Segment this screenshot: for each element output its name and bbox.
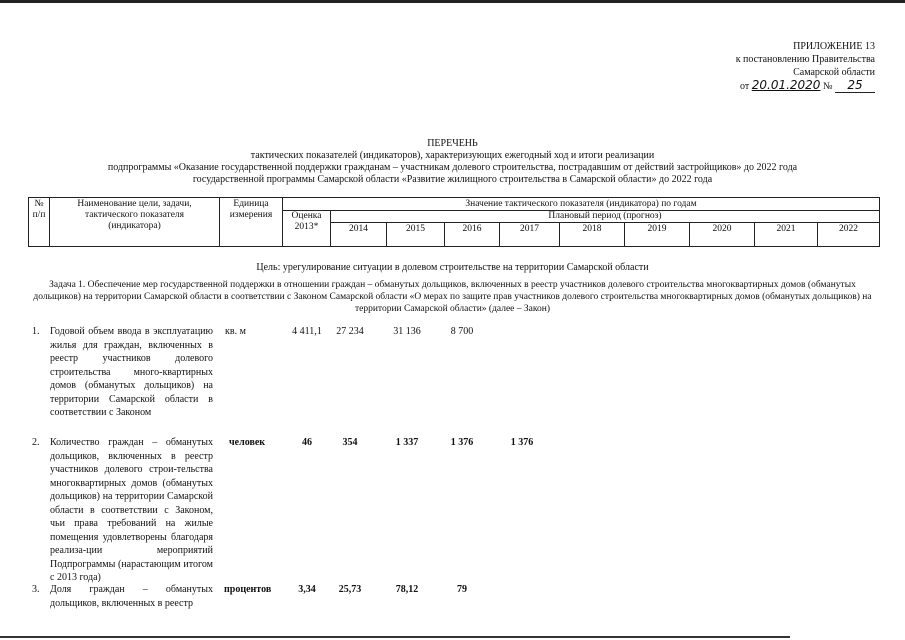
row-value: 8 700 <box>450 326 474 337</box>
row-value: 1 337 <box>395 437 419 448</box>
row-value: 31 136 <box>393 326 421 337</box>
row-indicator-name: Годовой объем ввода в эксплуатацию жилья для граждан, включенных в реестр участников долевого строительства много-квартирных домов (обманутых дольщиков) на территории Самарской области в соответствии с Законом <box>50 326 213 418</box>
row-value: 1 376 <box>510 437 534 448</box>
row-unit: процентов <box>224 584 272 595</box>
row-value: 46 <box>302 437 312 448</box>
row-number: 2. <box>32 437 40 448</box>
header-year: 2021 <box>776 224 796 234</box>
top-border <box>0 0 905 3</box>
header-unit: Единица измерения <box>229 199 273 220</box>
row-value: 354 <box>342 437 358 448</box>
row-number: 3. <box>32 584 40 595</box>
appendix-block <box>700 40 875 93</box>
header-value-group: Значение тактического показателя (индикатора) по годам <box>465 199 697 209</box>
header-year: 2019 <box>647 224 667 234</box>
header-num: № п/п <box>32 199 46 220</box>
row-unit: кв. м <box>225 326 246 337</box>
row-value: 78,12 <box>395 584 419 595</box>
number-prefix: № <box>822 81 833 92</box>
header-estimate: Оценка 2013* <box>291 211 322 232</box>
row-unit: человек <box>229 437 266 448</box>
header-plan-group: Плановый период (прогноз) <box>548 211 662 221</box>
header-year: 2016 <box>462 224 482 234</box>
row-value: 79 <box>457 584 467 595</box>
header-name: Наименование цели, задачи, тактического показателя (индикатора) <box>77 199 192 231</box>
date-prefix: от <box>739 81 750 92</box>
row-number: 1. <box>32 326 40 337</box>
appendix-line3: Самарской области <box>793 67 875 78</box>
goal-text: Цель: урегулирование ситуации в долевом строительстве на территории Самарской области <box>256 262 649 273</box>
header-year: 2015 <box>406 224 425 234</box>
heading-line-1: тактических показателей (индикаторов), характеризующих ежегодный ход и итоги реализации <box>250 150 655 161</box>
heading-line-2: подпрограммы «Оказание государственной поддержки гражданам – участникам долевого строительства, пострадавшим от действий застройщиков» до 2022 года <box>107 162 798 173</box>
header-year: 2018 <box>582 224 602 234</box>
task-text: Задача 1. Обеспечение мер государственной поддержки в отношении граждан – обманутых дольщиков, включенных в реестр участников долевого строительства многоквартирных домов (обманутых дольщиков) на территории Самарской области в соответствии с Законом Самарской области «О мерах по защите прав участников долевого строительства многоквартирных домов (обманутых дольщиков) на территории Самарской области» (далее – Закон) <box>33 280 872 314</box>
indicator-table-header <box>28 197 880 247</box>
header-year: 2017 <box>520 224 539 234</box>
row-value: 4 411,1 <box>292 326 322 337</box>
row-value: 3,34 <box>298 584 316 595</box>
appendix-title: ПРИЛОЖЕНИЕ 13 <box>793 41 875 52</box>
heading-line-3: государственной программы Самарской области «Развитие жилищного строительства в Самарской области» до 2022 года <box>192 174 713 185</box>
row-value: 25,73 <box>338 584 362 595</box>
appendix-line2: к постановлению Правительства <box>735 54 875 65</box>
number-handwritten: 25 <box>835 79 875 93</box>
row-value: 27 234 <box>336 326 364 337</box>
header-year: 2020 <box>712 224 732 234</box>
row-value: 1 376 <box>450 437 474 448</box>
row-indicator-name: Доля граждан – обманутых дольщиков, включенных в реестр <box>50 584 213 609</box>
bottom-border <box>0 636 790 638</box>
row-divider <box>330 222 879 223</box>
header-year: 2022 <box>839 224 858 234</box>
appendix-date-line <box>700 79 875 93</box>
date-handwritten: 20.01.2020 <box>751 78 821 92</box>
row-indicator-name: Количество граждан – обманутых дольщиков, включенных в реестр участников долевого строи-тельства многоквартирных домов (обманутых дольщиков) на территории Самарской области в соответствии с Законом, чьи права требований на жилые помещения удовлетворены благодаря реализа-ции мероприятий Подпрограммы (нарастающим итогом с 2013 года) <box>50 437 213 583</box>
document-title: ПЕРЕЧЕНЬ <box>427 138 478 149</box>
header-year: 2014 <box>349 224 368 234</box>
